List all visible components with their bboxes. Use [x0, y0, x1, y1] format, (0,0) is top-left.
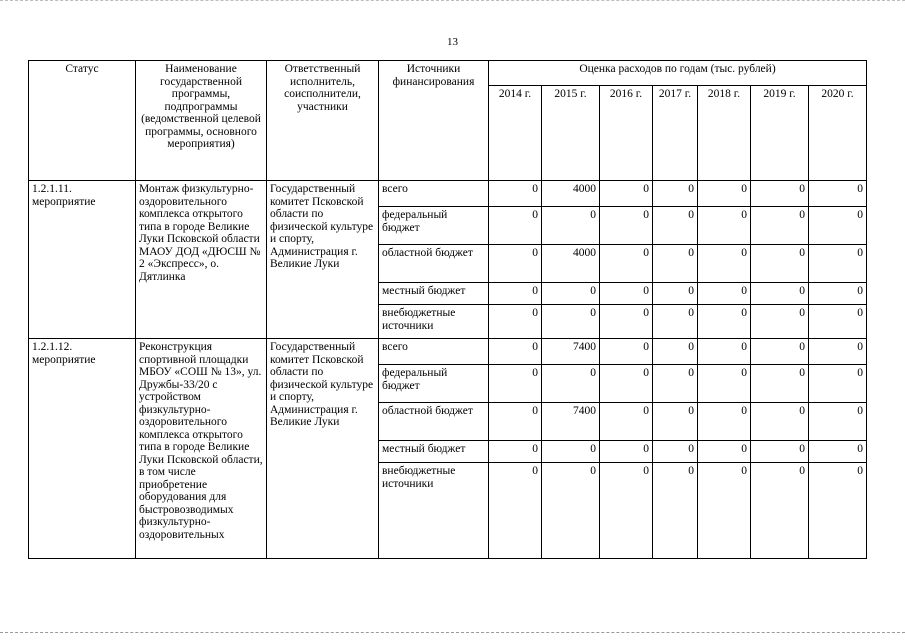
header-year: 2020 г.	[809, 86, 867, 181]
expense-value: 0	[653, 339, 698, 365]
funding-source: местный бюджет	[379, 283, 489, 305]
expense-value: 0	[751, 305, 809, 339]
header-year: 2014 г.	[489, 86, 542, 181]
measure-status: 1.2.1.11. мероприятие	[29, 181, 136, 339]
table-body	[29, 181, 867, 559]
header-year: 2017 г.	[653, 86, 698, 181]
expense-value: 0	[751, 365, 809, 403]
expense-value: 0	[751, 403, 809, 441]
expense-value: 0	[489, 441, 542, 463]
funding-source: федеральный бюджет	[379, 365, 489, 403]
measure-responsible: Государственный комитет Псковской области по физической культуре и спорту, Администрация г. Великие Луки	[267, 181, 379, 339]
expense-value: 0	[542, 283, 600, 305]
measure-name: Реконструкция спортивной площадки МБОУ «СОШ № 13», ул. Дружбы-33/20 с устройством физкультурно-оздоровительного комплекса открытого типа в городе Великие Луки Псковской области, в том числе приобретение оборудования для быстровозводимых физкультурно-оздоровительных	[136, 339, 267, 559]
expense-value: 0	[600, 245, 653, 283]
expense-value: 0	[751, 441, 809, 463]
expense-value: 0	[600, 339, 653, 365]
expense-value: 0	[751, 339, 809, 365]
expense-value: 0	[653, 181, 698, 207]
expense-value: 0	[698, 339, 751, 365]
expense-value: 0	[698, 441, 751, 463]
header-estimate: Оценка расходов по годам (тыс. рублей)	[489, 61, 867, 86]
expense-value: 0	[653, 403, 698, 441]
expense-value: 0	[751, 181, 809, 207]
expense-value: 0	[751, 207, 809, 245]
expense-value: 0	[653, 305, 698, 339]
expense-value: 0	[653, 365, 698, 403]
expense-value: 0	[698, 305, 751, 339]
expense-value: 0	[542, 305, 600, 339]
expense-value: 0	[698, 181, 751, 207]
header-status: Статус	[29, 61, 136, 181]
expense-value: 0	[600, 441, 653, 463]
expense-value: 0	[600, 207, 653, 245]
expense-value: 0	[698, 365, 751, 403]
expense-value: 0	[809, 463, 867, 559]
measure-responsible: Государственный комитет Псковской области по физической культуре и спорту, Администрация г. Великие Луки	[267, 339, 379, 559]
funding-source: местный бюджет	[379, 441, 489, 463]
expense-value: 0	[698, 245, 751, 283]
expense-value: 0	[809, 245, 867, 283]
expense-value: 0	[751, 245, 809, 283]
expense-value: 0	[600, 403, 653, 441]
expense-value: 0	[809, 403, 867, 441]
measure-name: Монтаж физкультурно-оздоровительного комплекса открытого типа в городе Великие Луки Псковской области МАОУ ДОД «ДЮСШ № 2 «Экспресс», о. Дятлинка	[136, 181, 267, 339]
expense-value: 0	[809, 305, 867, 339]
scan-edge-top	[0, 0, 905, 5]
funding-source: областной бюджет	[379, 403, 489, 441]
expense-value: 0	[653, 207, 698, 245]
expense-value: 0	[542, 365, 600, 403]
expense-value: 0	[809, 339, 867, 365]
expense-value: 0	[809, 181, 867, 207]
expense-value: 0	[489, 339, 542, 365]
expense-value: 0	[489, 181, 542, 207]
funding-source: федеральный бюджет	[379, 207, 489, 245]
expense-value: 0	[809, 207, 867, 245]
expense-value: 0	[489, 365, 542, 403]
expense-value: 0	[489, 305, 542, 339]
expense-value: 0	[600, 365, 653, 403]
page-number: 13	[447, 36, 458, 48]
expense-value: 0	[489, 463, 542, 559]
expense-value: 0	[698, 463, 751, 559]
expense-value: 0	[809, 283, 867, 305]
expense-value: 0	[809, 365, 867, 403]
expense-value: 0	[698, 283, 751, 305]
table-header	[29, 61, 867, 181]
measure-status: 1.2.1.12. мероприятие	[29, 339, 136, 559]
expense-value: 0	[489, 403, 542, 441]
funding-source: всего	[379, 339, 489, 365]
header-year: 2015 г.	[542, 86, 600, 181]
header-responsible: Ответственный исполнитель, соисполнители, участники	[267, 61, 379, 181]
scan-edge-bottom	[0, 632, 905, 637]
expense-value: 0	[489, 245, 542, 283]
expense-value: 0	[542, 441, 600, 463]
funding-source: внебюджетные источники	[379, 463, 489, 559]
funding-source: внебюджетные источники	[379, 305, 489, 339]
funding-source: всего	[379, 181, 489, 207]
expense-value: 0	[698, 207, 751, 245]
expense-value: 0	[600, 305, 653, 339]
budget-table	[28, 60, 867, 559]
expense-value: 0	[489, 207, 542, 245]
funding-source: областной бюджет	[379, 245, 489, 283]
expense-value: 0	[600, 283, 653, 305]
table-row	[29, 181, 867, 207]
expense-value: 0	[542, 207, 600, 245]
expense-value: 0	[751, 463, 809, 559]
expense-value: 0	[653, 283, 698, 305]
expense-value: 7400	[542, 339, 600, 365]
expense-value: 0	[600, 181, 653, 207]
expense-value: 0	[653, 441, 698, 463]
expense-value: 0	[489, 283, 542, 305]
expense-value: 0	[542, 463, 600, 559]
expense-value: 0	[698, 403, 751, 441]
header-year: 2018 г.	[698, 86, 751, 181]
expense-value: 4000	[542, 245, 600, 283]
expense-value: 4000	[542, 181, 600, 207]
expense-value: 7400	[542, 403, 600, 441]
expense-value: 0	[600, 463, 653, 559]
expense-value: 0	[809, 441, 867, 463]
header-year: 2016 г.	[600, 86, 653, 181]
header-name: Наименование государственной программы, подпрограммы (ведомственной целевой программы, основного мероприятия)	[136, 61, 267, 181]
header-year: 2019 г.	[751, 86, 809, 181]
expense-value: 0	[653, 245, 698, 283]
table-row	[29, 339, 867, 365]
header-sources: Источники финансирования	[379, 61, 489, 181]
expense-value: 0	[751, 283, 809, 305]
expense-value: 0	[653, 463, 698, 559]
